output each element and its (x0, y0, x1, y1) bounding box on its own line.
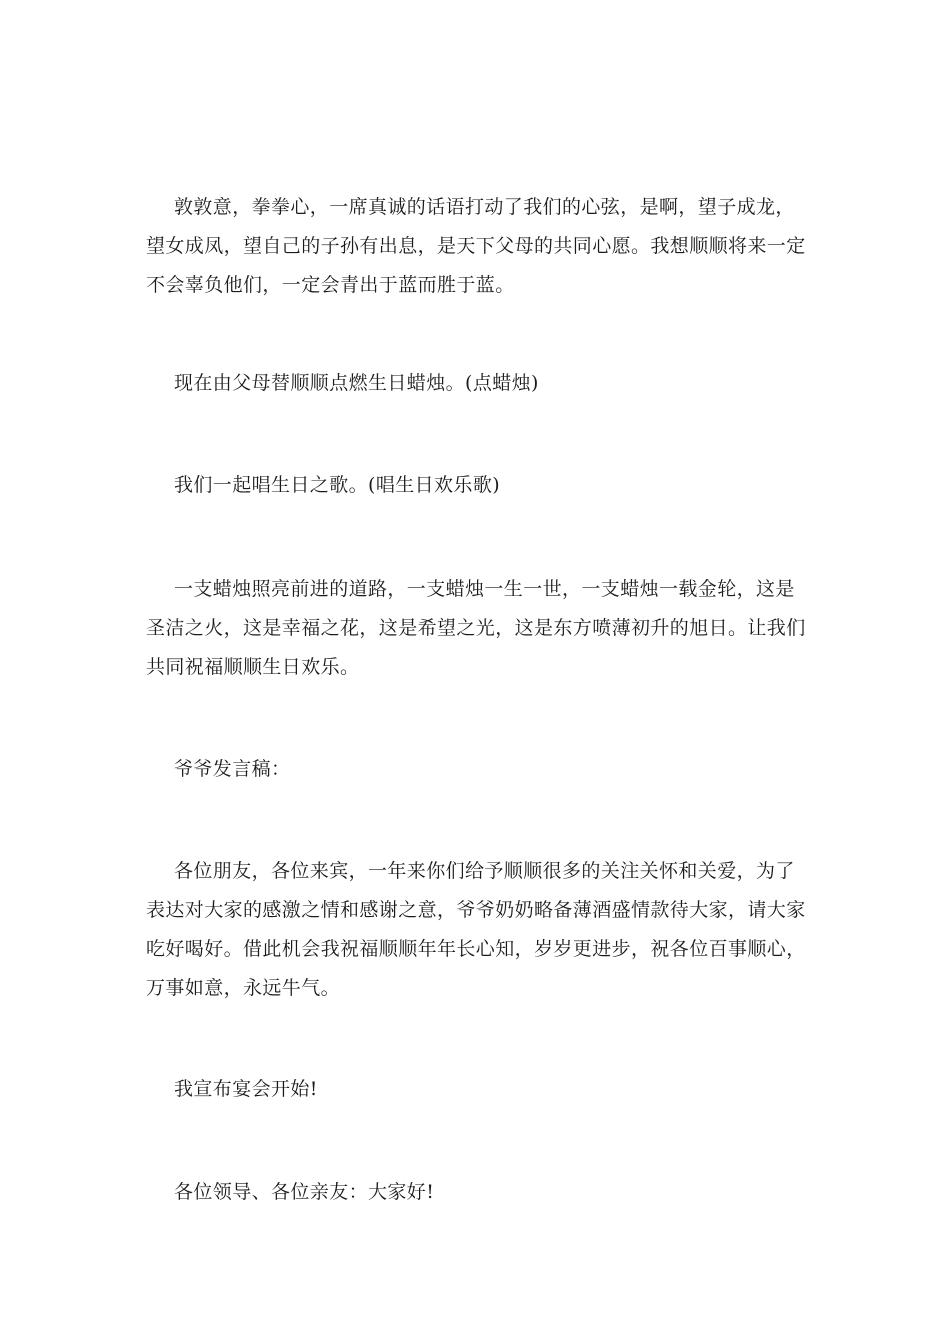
paragraph-light-candles: 现在由父母替顺顺点燃生日蜡烛。(点蜡烛) (174, 372, 539, 394)
paragraph-greeting: 各位领导、各位亲友：大家好! (174, 1181, 435, 1203)
paragraph-grandpa-speech: 各位朋友，各位来宾，一年来你们给予顺顺很多的关注关怀和关爱，为了表达对大家的感激之情和感谢之意，爷爷奶奶略备薄酒盛情款待大家，请大家吃好喝好。借此机会我祝福顺顺年年长心知，岁岁更进步，祝各位百事顺心，万事如意，永远牛气。 (146, 860, 806, 999)
paragraph-blessing-reply: 敦敦意，拳拳心，一席真诚的话语打动了我们的心弦，是啊，望子成龙，望女成凤，望自己的子孙有出息，是天下父母的共同心愿。我想顺顺将来一定不会辜负他们，一定会青出于蓝而胜于蓝。 (146, 196, 806, 296)
paragraph-banquet-start: 我宣布宴会开始! (174, 1078, 318, 1100)
section-heading-grandpa-speech: 爷爷发言稿： (174, 758, 291, 780)
paragraph-candle-blessing: 一支蜡烛照亮前进的道路，一支蜡烛一生一世，一支蜡烛一载金轮，这是圣洁之火，这是幸福之花，这是希望之光，这是东方喷薄初升的旭日。让我们共同祝福顺顺生日欢乐。 (146, 578, 806, 678)
paragraph-sing-song: 我们一起唱生日之歌。(唱生日欢乐歌) (174, 474, 501, 496)
